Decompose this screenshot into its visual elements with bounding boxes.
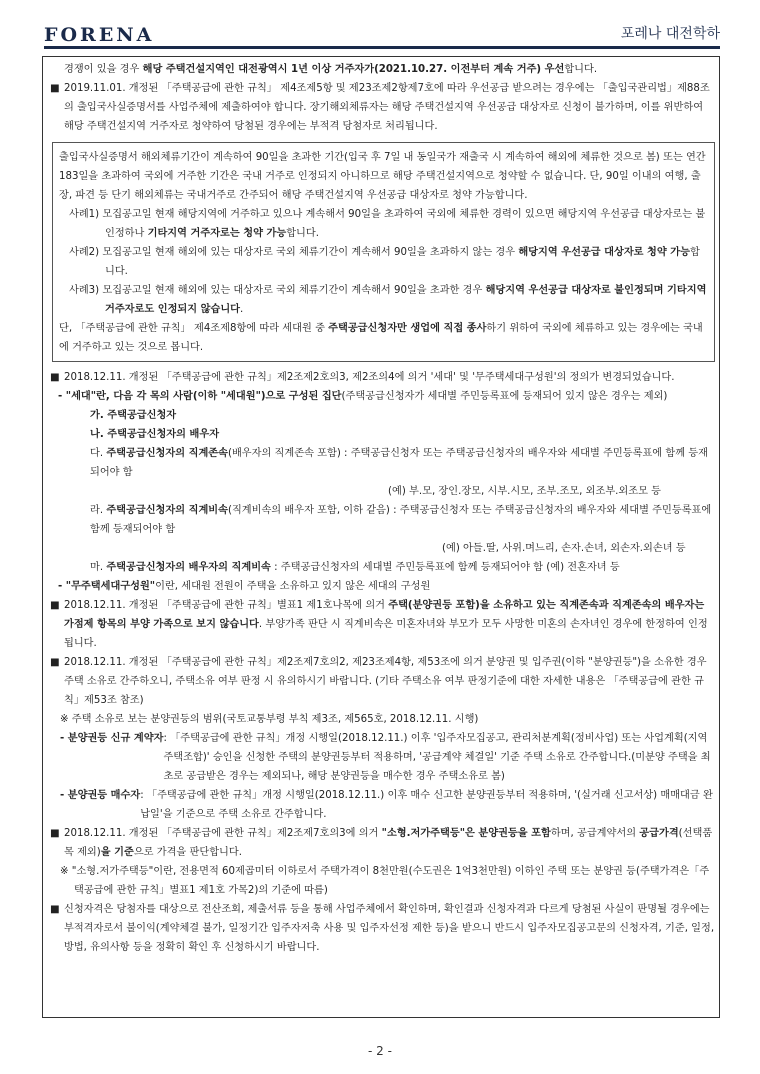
bullet-icon: ■ xyxy=(50,83,60,94)
note-small-cheap-def: ※ "소형.저가주택등"이란, 전용면적 60제곱미터 이하로서 주택가격이 8천만원(수도권은 1억3천만원) 이하인 주택 또는 분양권 등(주택가격은「주택공급에 관한 규칙」별표1 제1호 가목2)의 기준에 따름) xyxy=(60,866,710,896)
header-title: 포레나 대전학하 xyxy=(620,26,720,42)
item-da: 다. 주택공급신청자의 직계존속(배우자의 직계존속 포함) : 주택공급신청자 또는 주택공급신청자의 배우자와 세대별 주민등록표에 함께 등재되어야 함 xyxy=(90,448,708,478)
paragraph-residency: 경쟁이 있을 경우 해당 주택건설지역인 대전광역시 1년 이상 거주자가(2021.10.27. 이전부터 계속 거주) 우선합니다. xyxy=(64,64,598,75)
bullet-small-cheap-house: ■ 2018.12.11. 개정된 「주택공급에 관한 규칙」제2조제7호의3에 의거 "소형.저가주택등"은 분양권등을 포함하며, 공급계약서의 공급가격(선택품목 제외)을 기준으로 가격을 판단합니다. xyxy=(50,824,715,862)
bullet-icon: ■ xyxy=(50,657,60,668)
item-ra: 라. 주택공급신청자의 직계비속(직계비속의 배우자 포함, 이하 같음) : 주택공급신청자 또는 주택공급신청자의 배우자와 세대별 주민등록표에 함께 등재되어야 함 xyxy=(90,505,712,535)
item-ga: 가. 주택공급신청자 xyxy=(90,410,177,421)
page-number: - 2 - xyxy=(368,1044,392,1058)
bullet-eligibility-check: ■ 신청자격은 당첨자를 대상으로 전산조회, 제출서류 등을 통해 사업주체에서 확인하며, 확인결과 신청자격과 다르게 당첨된 사실이 판명될 경우에는 부적격자로서 불이익(계약체결 불가, 일정기간 입주자저축 사용 및 입주자선정 제한 등)을 받으니 반드시 입주자모집공고문의 신청자격, 기준, 일정, 방법, 유의사항 등을 정확히 확인 후 신청하시기 바랍니다. xyxy=(50,900,715,957)
bullet-icon: ■ xyxy=(50,372,60,383)
homeless-member-definition: - "무주택세대구성원"이란, 세대원 전원이 주택을 소유하고 있지 않은 세대의 구성원 xyxy=(58,581,431,592)
forena-logo: FORENA xyxy=(44,24,155,46)
new-contractor-row xyxy=(50,729,715,786)
case-1: 사례1) 모집공고일 현재 해당지역에 거주하고 있으나 계속해서 90일을 초과하여 국외에 체류한 경력이 있으면 해당지역 우선공급 대상자로는 불인정하나 기타지역 거주자로는 청약 가능합니다. xyxy=(69,209,706,239)
case-2: 사례2) 모집공고일 현재 해외에 있는 대상자로 국외 체류기간이 계속해서 90일을 초과하지 않는 경우 해당지역 우선공급 대상자로 청약 가능합니다. xyxy=(69,247,700,277)
item-ma: 마. 주택공급신청자의 배우자의 직계비속 : 주택공급신청자의 세대별 주민등록표에 함께 등재되어야 함 (예) 전혼자녀 등 xyxy=(90,562,620,573)
box-intro: 출입국사실증명서 해외체류기간이 계속하여 90일을 초과한 기간(입국 후 7일 내 동일국가 재출국 시 계속하여 해외에 체류한 것으로 봄) 또는 연간 183일을 초과하여 국외에 거주한 기간은 국내 거주로 인정되지 아니하므로 해당 주택건설지역으로 청약할 수 없습니다. 단, 90일 이내의 여행, 출장, 파견 등 단기 해외체류는 국내거주로 간주되어 해당 주택건설지역 우선공급 대상자로 청약 가능합니다. xyxy=(59,152,706,201)
overseas-info-box xyxy=(52,142,715,362)
note-presale-scope: ※ 주택 소유로 보는 분양권등의 범위(국토교통부령 부칙 제3조, 제565호, 2018.12.11. 시행) xyxy=(60,714,479,725)
item-da-example: (예) 부.모, 장인.장모, 시부.시모, 조부.조모, 외조부.외조모 등 xyxy=(388,486,662,497)
item-na: 나. 주택공급신청자의 배우자 xyxy=(90,429,220,440)
bullet-icon: ■ xyxy=(50,828,60,839)
case-3: 사례3) 모집공고일 현재 해외에 있는 대상자로 국외 체류기간이 계속해서 90일을 초과한 경우 해당지역 우선공급 대상자로 불인정되며 기타지역 거주자로도 인정되지 않습니다. xyxy=(69,285,707,315)
page-header xyxy=(44,18,720,46)
bullet-presale-rights: ■ 2018.12.11. 개정된 「주택공급에 관한 규칙」제2조제7호의2, 제23조제4항, 제53조에 의거 분양권 및 입주권(이하 "분양권등")을 소유한 경우 주택 소유로 간주하오니, 주택소유 여부 판정 시 유의하시기 바랍니다. (기타 주택소유 여부 판정기준에 대한 자세한 내용은 「주택공급에 관한 규칙」제53조 참조) xyxy=(50,653,715,710)
buyer-body: : 「주택공급에 관한 규칙」개정 시행일(2018.12.11.) 이후 매수 신고한 분양권등부터 적용하며, '(실거래 신고서상) 매매대금 완납일'을 기준으로 주택 소유로 간주합니다. xyxy=(140,790,713,820)
household-definition: - "세대"란, 다음 각 목의 사람(이하 "세대원")으로 구성된 집단(주택공급신청자가 세대별 주민등록표에 등재되어 있지 않은 경우는 제외) xyxy=(58,391,668,402)
buyer-row xyxy=(50,786,715,824)
box-exception: 단, 「주택공급에 관한 규칙」 제4조제8항에 따라 세대원 중 주택공급신청자만 생업에 직접 종사하기 위하여 국외에 체류하고 있는 경우에는 국내에 거주하고 있는 것으로 봅니다. xyxy=(59,323,703,353)
bullet-icon: ■ xyxy=(50,904,60,915)
new-contractor-label: - 분양권등 신규 계약자 xyxy=(60,733,164,744)
bullet-icon: ■ xyxy=(50,600,60,611)
item-ra-example: (예) 아들.딸, 사위.며느리, 손자.손녀, 외손자.외손녀 등 xyxy=(442,543,686,554)
bullet-dependents: ■ 2018.12.11. 개정된 「주택공급에 관한 규칙」별표1 제1호나목에 의거 주택(분양권등 포함)을 소유하고 있는 직계존속과 직계존속의 배우자는 가점제 항목의 부양 가족으로 보지 않습니다. 부양가족 판단 시 직계비속은 미혼자녀와 부모가 모두 사망한 미혼의 손자녀인 경우에 한정하여 인정됩니다. xyxy=(50,596,715,653)
bullet-overseas-rule: ■ 2019.11.01. 개정된 「주택공급에 관한 규칙」 제4조제5항 및 제23조제2항제7호에 따라 우선공급 받으려는 경우에는 「출입국관리법」제88조의 출입국사실증명서를 사업주체에 제출하여야 합니다. 장기해외체류자는 해당 주택건설지역 우선공급 대상자로 신청이 불가하며, 이를 위반하여 해당 주택건설지역 거주자로 청약하여 당첨된 경우에는 부적격 당첨자로 처리됩니다. xyxy=(50,79,715,136)
new-contractor-body: : 「주택공급에 관한 규칙」개정 시행일(2018.12.11.) 이후 '입주자모집공고, 관리처분계획(정비사업) 또는 사업계획(지역주택조합)' 승인을 신청한 주택의 분양권등부터 적용하며, '공급계약 체결일' 기준 주택 소유로 간주합니다.(미분양 주택을 최초로 공급받은 경우는 제외되나, 해당 분양권등을 매수한 경우 주택소유로 봄) xyxy=(163,733,711,782)
page-content xyxy=(50,60,715,957)
header-rule xyxy=(44,46,720,49)
buyer-label: - 분양권등 매수자 xyxy=(60,790,141,801)
bullet-household-def: ■ 2018.12.11. 개정된 「주택공급에 관한 규칙」제2조제2호의3, 제2조의4에 의거 '세대' 및 '무주택세대구성원'의 정의가 변경되었습니다. xyxy=(50,368,715,387)
